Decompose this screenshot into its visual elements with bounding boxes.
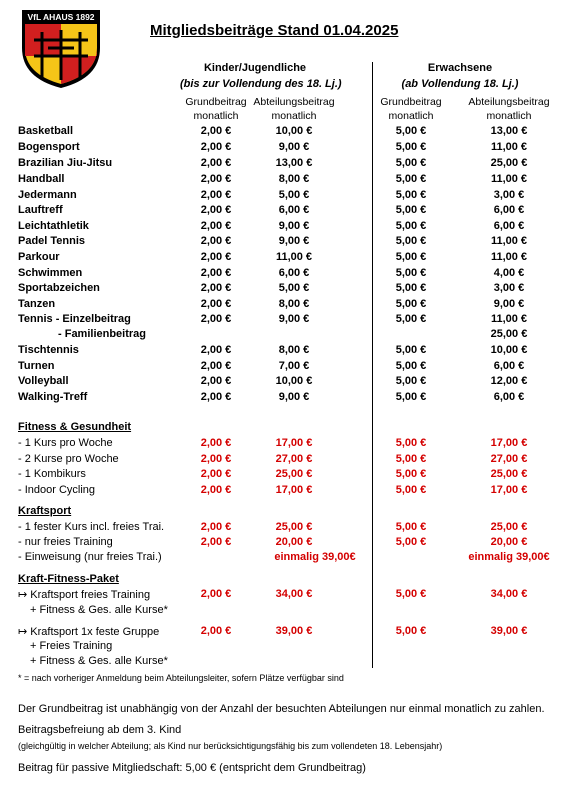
fitness-item-name: - Indoor Cycling <box>18 484 96 496</box>
kids-grund: 2,00 € <box>200 235 232 247</box>
sport-name: Volleyball <box>18 375 69 387</box>
table-row <box>0 157 579 172</box>
adults-grund: 5,00 € <box>395 453 427 465</box>
table-row <box>0 437 579 452</box>
kids-grund: 2,00 € <box>200 189 232 201</box>
adults-grund: 5,00 € <box>395 235 427 247</box>
paket-section-title: Kraft-Fitness-Paket <box>18 573 119 585</box>
kids-grund-monthly: monatlich <box>193 110 239 122</box>
kraft-section-title: Kraftsport <box>18 505 72 517</box>
sport-name: Padel Tennis <box>18 235 86 247</box>
kids-grund: 2,00 € <box>200 267 232 279</box>
adults-grund: 5,00 € <box>395 468 427 480</box>
table-row <box>0 267 579 282</box>
adults-abt: 3,00 € <box>493 282 525 294</box>
table-row <box>0 625 579 640</box>
kids-abt: 5,00 € <box>278 282 310 294</box>
sport-name: Sportabzeichen <box>18 282 100 294</box>
sport-name: Brazilian Jiu-Jitsu <box>18 157 113 169</box>
adults-grund-monthly: monatlich <box>388 110 434 122</box>
kids-grund: 2,00 € <box>200 282 232 294</box>
adults-grund: 5,00 € <box>395 521 427 533</box>
adults-grund: 5,00 € <box>395 344 427 356</box>
adults-abt-monthly: monatlich <box>486 110 532 122</box>
table-row <box>0 189 579 204</box>
table-row <box>0 220 579 235</box>
kids-grund: 2,00 € <box>200 204 232 216</box>
adults-abt: 6,00 € <box>493 391 525 403</box>
adults-grund: 5,00 € <box>395 125 427 137</box>
sport-name: Tanzen <box>18 298 56 310</box>
kids-abt: 25,00 € <box>275 468 313 480</box>
kids-abt: 13,00 € <box>275 157 313 169</box>
kraft-item-name: - Einweisung (nur freies Trai.) <box>18 551 162 563</box>
adults-grund: 5,00 € <box>395 391 427 403</box>
note-befreiung: Beitragsbefreiung ab dem 3. Kind <box>18 724 182 736</box>
note-passiv: Beitrag für passive Mitgliedschaft: 5,00 € (entspricht dem Grundbeitrag) <box>18 762 366 774</box>
sport-name: Turnen <box>18 360 55 372</box>
sport-name: Bogensport <box>18 141 80 153</box>
adults-grund: 5,00 € <box>395 157 427 169</box>
sport-name: Jedermann <box>18 189 77 201</box>
kids-abt: 11,00 € <box>275 251 313 263</box>
page-title: Mitgliedsbeiträge Stand 01.04.2025 <box>150 22 399 39</box>
adults-abt: 6,00 € <box>493 220 525 232</box>
sport-name: Parkour <box>18 251 60 263</box>
paket-item-detail: + Freies Training <box>30 640 113 652</box>
table-row <box>0 375 579 390</box>
kids-abt: 34,00 € <box>275 588 313 600</box>
kids-grund: 2,00 € <box>200 521 232 533</box>
adults-abt: 25,00 € <box>490 521 528 533</box>
adults-grund: 5,00 € <box>395 298 427 310</box>
adults-abt: 25,00 € <box>490 468 528 480</box>
table-row <box>0 391 579 406</box>
kids-grund: 2,00 € <box>200 625 232 637</box>
table-row <box>0 298 579 313</box>
adults-abt: 25,00 € <box>490 328 528 340</box>
sport-name: - Familienbeitrag <box>58 328 147 340</box>
adults-grund: 5,00 € <box>395 588 427 600</box>
kids-grund: 2,00 € <box>200 468 232 480</box>
kids-abt: 20,00 € <box>275 536 313 548</box>
paket-item-name: ↦ Kraftsport freies Training <box>18 589 151 601</box>
kids-subheader: (bis zur Vollendung des 18. Lj.) <box>180 78 342 90</box>
kids-abt: 39,00 € <box>275 625 313 637</box>
fitness-item-name: - 1 Kombikurs <box>18 468 86 480</box>
kids-abt: 8,00 € <box>278 173 310 185</box>
kids-abt: 8,00 € <box>278 344 310 356</box>
table-row <box>0 328 579 343</box>
adults-grund: 5,00 € <box>395 189 427 201</box>
sport-name: Lauftreff <box>18 204 63 216</box>
table-row <box>0 360 579 375</box>
kids-abt: 10,00 € <box>275 125 313 137</box>
kids-grund: 2,00 € <box>200 141 232 153</box>
adults-grund: 5,00 € <box>395 375 427 387</box>
kids-abt: 25,00 € <box>275 521 313 533</box>
kids-header: Kinder/Jugendliche <box>203 62 307 74</box>
kids-abt: 9,00 € <box>278 235 310 247</box>
kids-abt: 6,00 € <box>278 204 310 216</box>
adults-abt: 9,00 € <box>493 298 525 310</box>
adults-abt: 11,00 € <box>490 141 528 153</box>
kids-einweisung: einmalig 39,00€ <box>274 551 356 563</box>
table-row <box>0 484 579 499</box>
club-logo <box>20 8 102 90</box>
adults-abt: 20,00 € <box>490 536 528 548</box>
sport-name: Schwimmen <box>18 267 83 279</box>
table-row <box>0 453 579 468</box>
sport-name: Leichtathletik <box>18 220 89 232</box>
kids-grund: 2,00 € <box>200 360 232 372</box>
adults-abt: 6,00 € <box>493 360 525 372</box>
adults-grund: 5,00 € <box>395 536 427 548</box>
adults-grund: 5,00 € <box>395 220 427 232</box>
fitness-item-name: - 1 Kurs pro Woche <box>18 437 113 449</box>
kids-abt: 9,00 € <box>278 141 310 153</box>
kids-grund: 2,00 € <box>200 251 232 263</box>
table-row <box>0 313 579 328</box>
table-row <box>0 173 579 188</box>
kids-grund: 2,00 € <box>200 484 232 496</box>
kraft-item-name: - nur freies Training <box>18 536 113 548</box>
adults-abt: 12,00 € <box>490 375 528 387</box>
fitness-item-name: - 2 Kurse pro Woche <box>18 453 119 465</box>
adults-abt: 17,00 € <box>490 437 528 449</box>
kids-grund: 2,00 € <box>200 588 232 600</box>
fitness-section-title: Fitness & Gesundheit <box>18 421 132 433</box>
kids-grund: 2,00 € <box>200 437 232 449</box>
adults-grund: 5,00 € <box>395 437 427 449</box>
table-row <box>0 125 579 140</box>
adults-abt: 27,00 € <box>490 453 528 465</box>
adults-header: Erwachsene <box>427 62 493 74</box>
adults-abt: 11,00 € <box>490 235 528 247</box>
adults-grund: 5,00 € <box>395 251 427 263</box>
kids-abt: 9,00 € <box>278 220 310 232</box>
adults-einweisung: einmalig 39,00€ <box>468 551 550 563</box>
kids-grund-label: Grundbeitrag <box>185 96 247 108</box>
note-befreiung-detail: (gleichgültig in welcher Abteilung; als Kind nur berücksichtigungsfähig bis zum vollendeten 18. Lebensjahr) <box>18 741 443 751</box>
adults-abt: 25,00 € <box>490 157 528 169</box>
kids-abt: 8,00 € <box>278 298 310 310</box>
table-row <box>0 551 579 566</box>
kids-grund: 2,00 € <box>200 536 232 548</box>
sport-name: Handball <box>18 173 65 185</box>
paket-item-detail: + Fitness & Ges. alle Kurse* <box>30 655 168 667</box>
kids-grund: 2,00 € <box>200 298 232 310</box>
kids-abt: 9,00 € <box>278 313 310 325</box>
adults-abt: 39,00 € <box>490 625 528 637</box>
kids-abt: 10,00 € <box>275 375 313 387</box>
kids-abt: 7,00 € <box>278 360 310 372</box>
kids-abt: 9,00 € <box>278 391 310 403</box>
sport-name: Tennis - Einzelbeitrag <box>18 313 131 325</box>
footnote: * = nach vorheriger Anmeldung beim Abteilungsleiter, sofern Plätze verfügbar sind <box>18 673 344 683</box>
logo-text: VfL AHAUS 1892 <box>27 12 95 22</box>
adults-abt: 11,00 € <box>490 173 528 185</box>
adults-abt: 6,00 € <box>493 204 525 216</box>
adults-abt: 17,00 € <box>490 484 528 496</box>
kids-grund: 2,00 € <box>200 391 232 403</box>
kids-abt: 17,00 € <box>275 484 313 496</box>
table-row <box>0 536 579 551</box>
kids-grund: 2,00 € <box>200 453 232 465</box>
adults-grund: 5,00 € <box>395 360 427 372</box>
kids-grund: 2,00 € <box>200 220 232 232</box>
adults-subheader: (ab Vollendung 18. Lj.) <box>401 78 519 90</box>
paket-item-name: ↦ Kraftsport 1x feste Gruppe <box>18 626 160 638</box>
adults-grund: 5,00 € <box>395 484 427 496</box>
table-row <box>0 588 579 603</box>
adults-abt: 4,00 € <box>493 267 525 279</box>
table-row <box>0 521 579 536</box>
table-row <box>0 468 579 483</box>
adults-grund: 5,00 € <box>395 282 427 294</box>
sport-name: Basketball <box>18 125 74 137</box>
adults-abt: 3,00 € <box>493 189 525 201</box>
kids-abt: 6,00 € <box>278 267 310 279</box>
kids-grund: 2,00 € <box>200 375 232 387</box>
adults-abt: 34,00 € <box>490 588 528 600</box>
note-grundbeitrag: Der Grundbeitrag ist unabhängig von der Anzahl der besuchten Abteilungen nur einmal monatlich zu zahlen. <box>18 703 545 715</box>
table-row <box>0 235 579 250</box>
kids-grund: 2,00 € <box>200 125 232 137</box>
adults-grund: 5,00 € <box>395 267 427 279</box>
kraft-item-name: - 1 fester Kurs incl. freies Trai. <box>18 521 165 533</box>
kids-abt-monthly: monatlich <box>271 110 317 122</box>
kids-abt: 5,00 € <box>278 189 310 201</box>
adults-abt: 11,00 € <box>490 313 528 325</box>
table-row <box>0 251 579 266</box>
adults-grund: 5,00 € <box>395 625 427 637</box>
adults-grund-label: Grundbeitrag <box>380 96 442 108</box>
kids-abt: 17,00 € <box>275 437 313 449</box>
adults-abt: 13,00 € <box>490 125 528 137</box>
adults-grund: 5,00 € <box>395 313 427 325</box>
adults-abt-label: Abteilungsbeitrag <box>468 96 550 108</box>
table-row <box>0 204 579 219</box>
kids-grund: 2,00 € <box>200 344 232 356</box>
adults-abt: 11,00 € <box>490 251 528 263</box>
kids-abt-label: Abteilungsbeitrag <box>253 96 335 108</box>
sport-name: Tischtennis <box>18 344 79 356</box>
adults-abt: 10,00 € <box>490 344 528 356</box>
kids-grund: 2,00 € <box>200 173 232 185</box>
table-row <box>0 141 579 156</box>
table-row <box>0 282 579 297</box>
kids-grund: 2,00 € <box>200 157 232 169</box>
sport-name: Walking-Treff <box>18 391 88 403</box>
adults-grund: 5,00 € <box>395 141 427 153</box>
adults-grund: 5,00 € <box>395 173 427 185</box>
table-row <box>0 344 579 359</box>
kids-grund: 2,00 € <box>200 313 232 325</box>
paket-item-detail: + Fitness & Ges. alle Kurse* <box>30 604 168 616</box>
adults-grund: 5,00 € <box>395 204 427 216</box>
kids-abt: 27,00 € <box>275 453 313 465</box>
